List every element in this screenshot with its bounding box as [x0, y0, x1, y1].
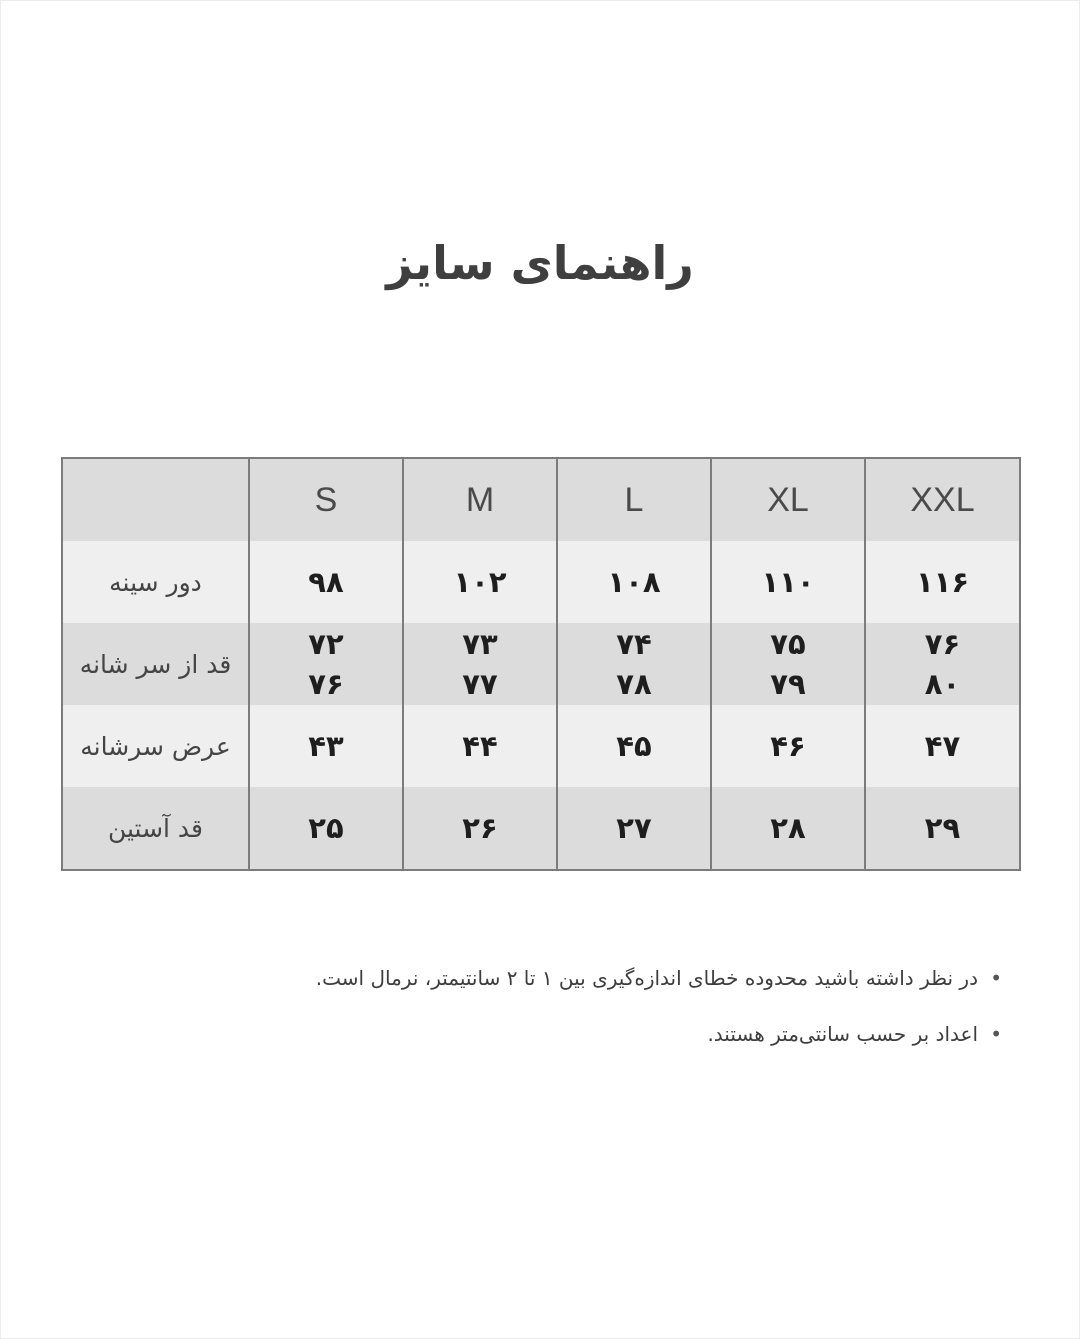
note-item [102, 965, 1002, 992]
header-cell-size: M [403, 458, 557, 541]
table-cell: ۴۶ [711, 705, 865, 787]
note-text: اعداد بر حسب سانتی‌متر هستند. [707, 1022, 978, 1046]
header-cell-size: XXL [865, 458, 1020, 541]
table-row [62, 705, 1020, 787]
header-cell-size: S [249, 458, 403, 541]
table-row [62, 623, 1020, 705]
table-cell: ۱۰۸ [557, 541, 711, 623]
table-cell: ۴۳ [249, 705, 403, 787]
table-cell: ۲۶ [403, 787, 557, 870]
row-label: قد از سر شانه [62, 623, 249, 705]
table-cell: ۱۱۶ [865, 541, 1020, 623]
table-cell: ۲۹ [865, 787, 1020, 870]
table-cell: ۹۸ [249, 541, 403, 623]
table-cell: ۷۵ ۷۹ [711, 623, 865, 705]
table-cell: ۴۴ [403, 705, 557, 787]
row-label: قد آستین [62, 787, 249, 870]
notes-list [102, 965, 1002, 1077]
page-title: راهنمای سایز [386, 236, 694, 290]
table-cell: ۷۲ ۷۶ [249, 623, 403, 705]
table-cell: ۷۴ ۷۸ [557, 623, 711, 705]
bullet-icon: • [990, 1022, 1002, 1046]
note-text: در نظر داشته باشید محدوده خطای اندازه‌گیری بین ۱ تا ۲ سانتیمتر، نرمال است. [315, 966, 978, 990]
row-label: دور سینه [62, 541, 249, 623]
row-label: عرض سرشانه [62, 705, 249, 787]
header-cell-size: XL [711, 458, 865, 541]
bullet-icon: • [990, 966, 1002, 990]
table-cell: ۱۰۲ [403, 541, 557, 623]
table-cell: ۷۶ ۸۰ [865, 623, 1020, 705]
table-cell: ۲۸ [711, 787, 865, 870]
table-cell: ۲۵ [249, 787, 403, 870]
header-cell-size: L [557, 458, 711, 541]
header-cell-empty [62, 458, 249, 541]
table-cell: ۴۷ [865, 705, 1020, 787]
table-row [62, 541, 1020, 623]
size-table [61, 457, 1021, 871]
table-cell: ۱۱۰ [711, 541, 865, 623]
table-cell: ۲۷ [557, 787, 711, 870]
note-item [102, 1021, 1002, 1048]
table-cell: ۴۵ [557, 705, 711, 787]
table-cell: ۷۳ ۷۷ [403, 623, 557, 705]
table-row [62, 787, 1020, 870]
table-header-row [62, 458, 1020, 541]
